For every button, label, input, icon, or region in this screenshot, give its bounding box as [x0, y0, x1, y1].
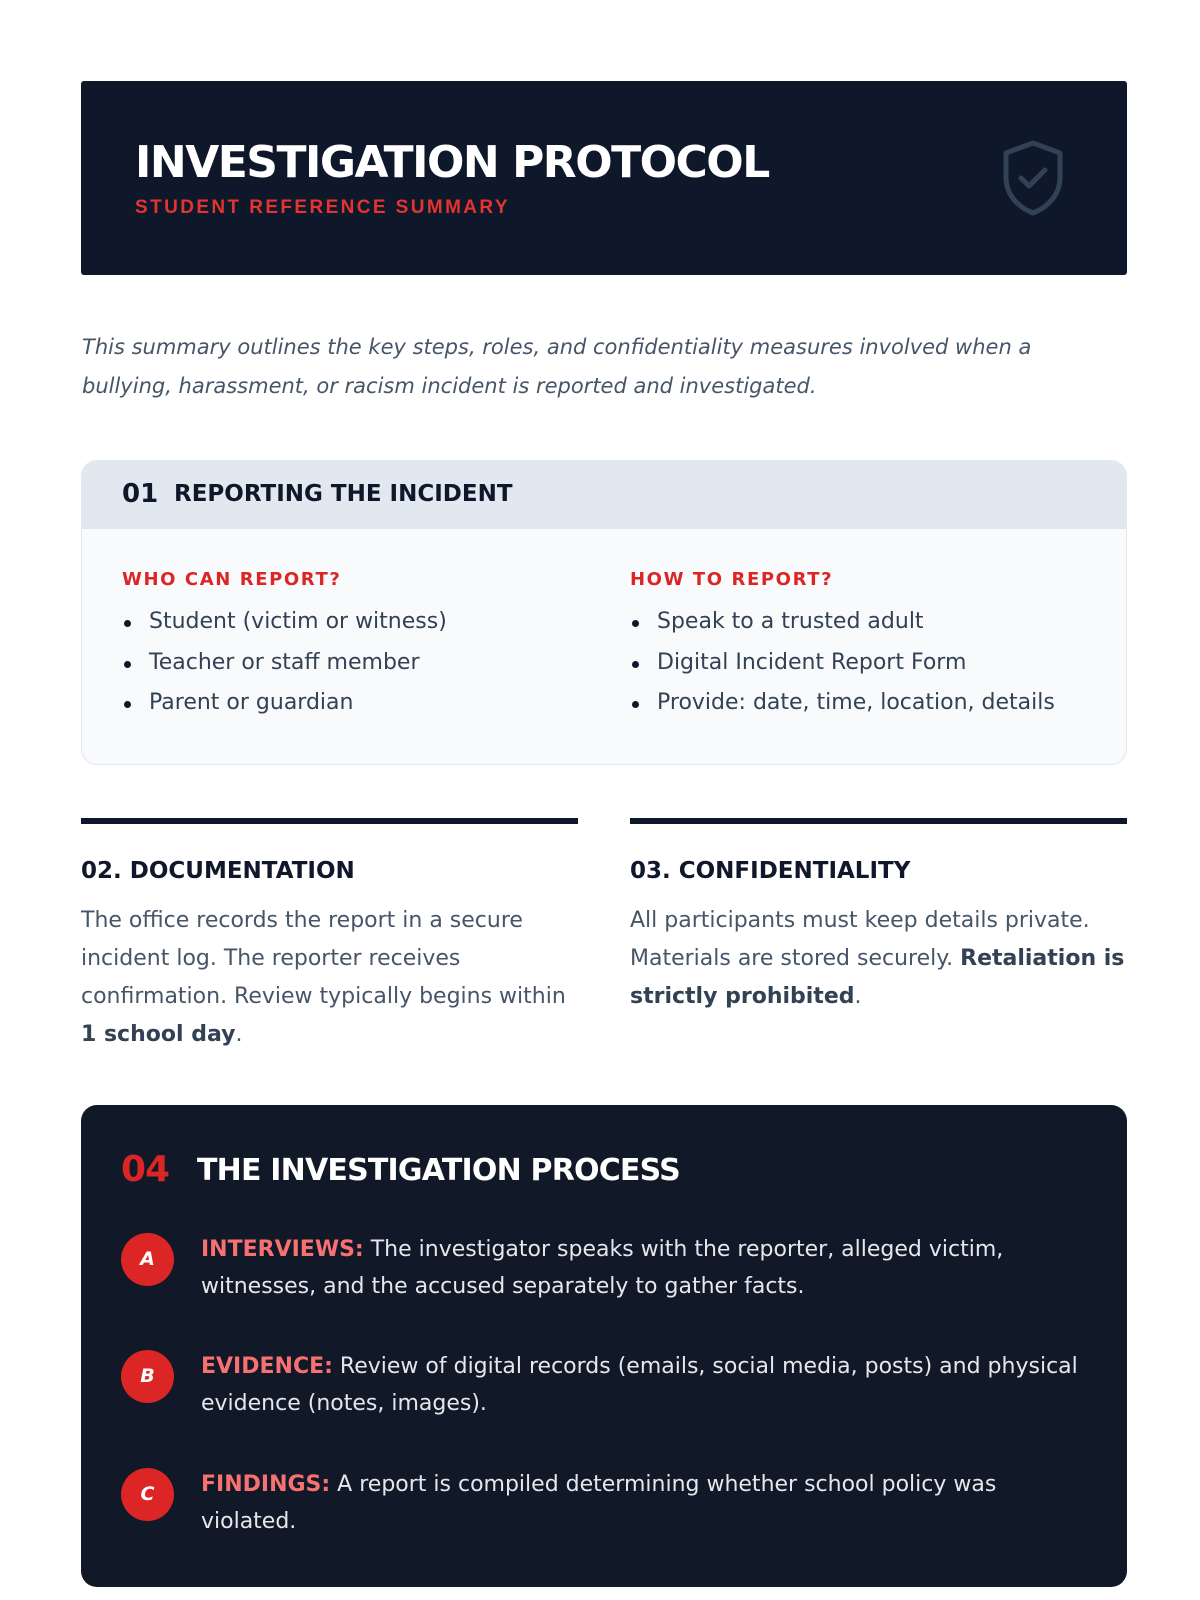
page-title: INVESTIGATION PROTOCOL	[135, 137, 769, 188]
confidentiality-title: 03. CONFIDENTIALITY	[630, 858, 911, 884]
step-text: FINDINGS: A report is compiled determining whether school policy was violated.	[201, 1472, 997, 1534]
list-item: Provide: date, time, location, details	[630, 683, 1090, 724]
page-subtitle: STUDENT REFERENCE SUMMARY	[135, 197, 510, 218]
documentation-title: 02. DOCUMENTATION	[81, 858, 355, 884]
step-label: EVIDENCE:	[201, 1354, 333, 1379]
documentation-text: The office records the report in a secure incident log. The reporter receives confirmation. Review typically begins within 1 school day.	[81, 908, 566, 1047]
step-label: FINDINGS:	[201, 1472, 331, 1497]
list-item: Parent or guardian	[122, 683, 582, 724]
section-number: 01	[122, 479, 159, 509]
shield-check-icon	[1000, 139, 1066, 217]
list-item: Student (victim or witness)	[122, 602, 582, 643]
step-badge: C	[121, 1468, 174, 1521]
section-number: 04	[121, 1149, 170, 1190]
confidentiality-bold: Retaliation is strictly prohibited	[630, 946, 1125, 1009]
step-text: INTERVIEWS: The investigator speaks with the reporter, alleged victim, witnesses, and the accused separately to gather facts.	[201, 1237, 1004, 1299]
step-label: INTERVIEWS:	[201, 1237, 364, 1262]
step-badge: A	[121, 1233, 174, 1286]
reporting-header	[82, 461, 1126, 529]
documentation-section	[81, 818, 578, 1054]
step-text: EVIDENCE: Review of digital records (emails, social media, posts) and physical evidence (notes, images).	[201, 1354, 1078, 1416]
confidentiality-text: All participants must keep details private. Materials are stored securely. Retaliation is strictly prohibited.	[630, 908, 1125, 1009]
list-item: Teacher or staff member	[122, 643, 582, 684]
documentation-bold: 1 school day	[81, 1022, 236, 1047]
reporting-section	[81, 460, 1127, 765]
how-heading: HOW TO REPORT?	[630, 569, 834, 590]
investigation-process-section	[81, 1105, 1127, 1587]
who-heading: WHO CAN REPORT?	[122, 569, 342, 590]
confidentiality-section	[630, 818, 1127, 1016]
section-title: THE INVESTIGATION PROCESS	[197, 1153, 680, 1188]
divider	[81, 818, 578, 824]
divider	[630, 818, 1127, 824]
intro-text: This summary outlines the key steps, roles, and confidentiality measures involved when a bullying, harassment, or racism incident is reported and investigated.	[82, 335, 1032, 398]
header-banner	[81, 81, 1127, 275]
how-to-report	[630, 569, 1090, 724]
list-item: Digital Incident Report Form	[630, 643, 1090, 684]
section-title: REPORTING THE INCIDENT	[174, 481, 513, 507]
who-can-report	[122, 569, 582, 724]
list-item: Speak to a trusted adult	[630, 602, 1090, 643]
step-badge: B	[121, 1350, 174, 1403]
